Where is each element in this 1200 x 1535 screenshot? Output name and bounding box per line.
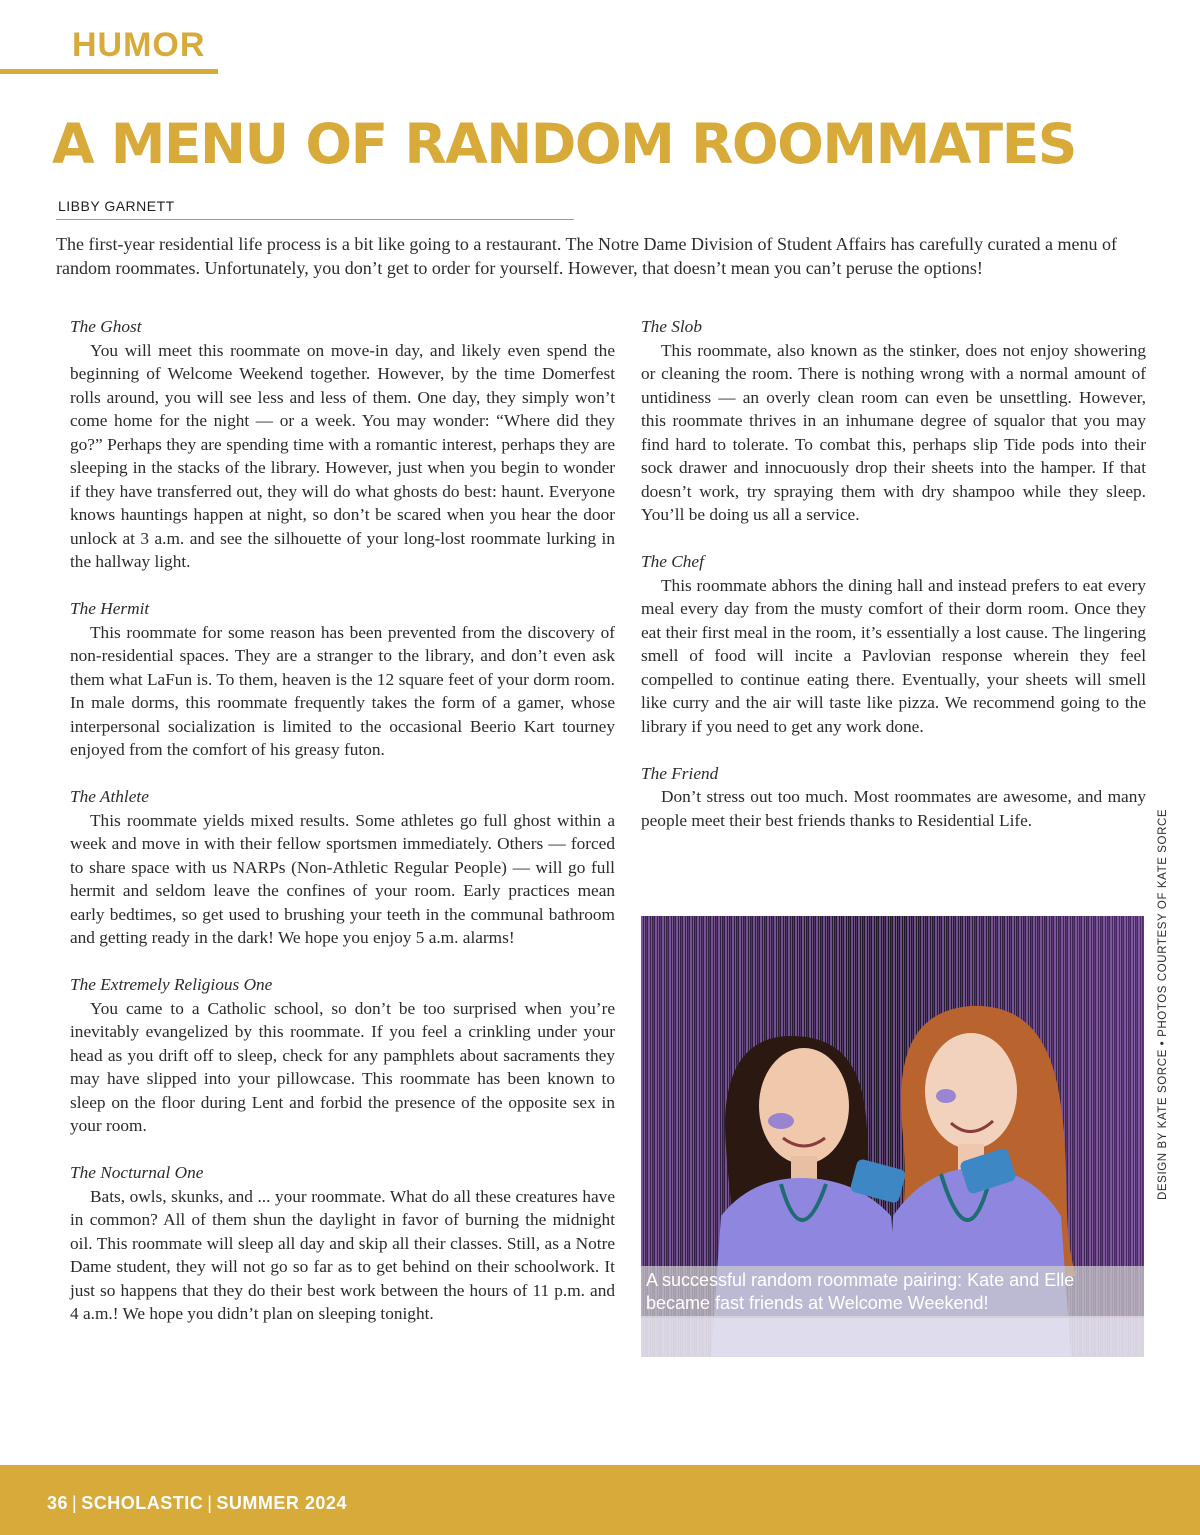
- entry-title: The Nocturnal One: [70, 1163, 204, 1182]
- footer-separator: |: [207, 1493, 213, 1513]
- entry-body: This roommate for some reason has been prevented from the discovery of non-residential spaces. They are a stranger to the library, and don’t even ask them what LaFun is. To them, heaven is the 12 square feet of your dorm room. In male dorms, this roommate frequently takes the form of a gamer, whose interpersonal socialization is limited to the occasional Beerio Kart tourney enjoyed from the comfort of his greasy futon.: [70, 622, 615, 759]
- entry-body: You came to a Catholic school, so don’t be too surprised when you’re inevitably evangelized by this roommate. If you feel a crinkling under your head as you drift off to sleep, check for any pamphlets about sacraments they may have slipped into your pillowcase. This roommate has been known to sleep on the floor during Lent and forbid the presence of the opposite sex in your room.: [70, 998, 615, 1135]
- right-column: [641, 315, 1146, 856]
- roommate-entry: [70, 1161, 615, 1326]
- entry-body: You will meet this roommate on move-in day, and likely even spend the beginning of Welcome Weekend together. However, by the time Domerfest rolls around, you will see less and less of them. One day, they simply won’t come home for the night — or a week. You may wonder: “Where did they go?” Perhaps they are spending time with a romantic interest, perhaps they are sleeping in the stacks of the library. However, just when you begin to wonder if they have transferred out, they will do what ghosts do best: haunt. Everyone knows hauntings happen at night, so don’t be scared when you hear the door unlock at 3 a.m. and see the silhouette of your long-lost roommate lurking in the hallway light.: [70, 340, 615, 571]
- footer-separator: |: [72, 1493, 78, 1513]
- entry-title: The Chef: [641, 552, 704, 571]
- entry-body: This roommate yields mixed results. Some athletes go full ghost within a week and move in with their fellow sportsmen immediately. Others — forced to share space with us NARPs (Non-Athletic Regular People) — will go full hermit and seldom leave the confines of your room. Early practices mean early bedtimes, so get used to brushing your teeth in the communal bathroom and getting ready in the dark! We hope you enjoy 5 a.m. alarms!: [70, 810, 615, 947]
- roommate-entry: [70, 597, 615, 762]
- roommate-entry: [641, 315, 1146, 527]
- design-credits: DESIGN BY KATE SORCE • PHOTOS COURTESY OF KATE SORCE: [1157, 808, 1169, 1200]
- article-intro: The first-year residential life process is a bit like going to a restaurant. The Notre Dame Division of Student Affairs has carefully curated a menu of random roommates. Unfortunately, you don’t get to order for yourself. However, that doesn’t mean you can’t peruse the options!: [56, 234, 1117, 278]
- roommate-entry: [641, 762, 1146, 833]
- entry-title: The Athlete: [70, 787, 149, 806]
- article-title: A MENU OF RANDOM ROOMMATES: [52, 112, 1076, 176]
- author-byline: LIBBY GARNETT: [58, 198, 175, 214]
- footer-text: [47, 1493, 347, 1514]
- roommate-entry: [70, 315, 615, 574]
- roommate-entry: [70, 973, 615, 1138]
- entry-body: Don’t stress out too much. Most roommates are awesome, and many people meet their best friends thanks to Residential Life.: [641, 787, 1146, 830]
- entry-title: The Friend: [641, 763, 719, 783]
- entry-body: Bats, owls, skunks, and ... your roommate. What do all these creatures have in common? All of them shun the daylight in favor of burning the midnight oil. This roommate will sleep all day and skip all their classes. Still, as a Notre Dame student, they will not go so far as to get behind on their schoolwork. It just so happens that they do their best work between the hours of 11 p.m. and 4 a.m.! We hope you didn’t plan on sleeping tonight.: [70, 1186, 615, 1323]
- roommate-entry: [70, 785, 615, 950]
- photo-caption: A successful random roommate pairing: Kate and Elle became fast friends at Welcome Weekend!: [641, 1266, 1144, 1318]
- entry-title: The Ghost: [70, 317, 142, 336]
- section-divider: [0, 69, 218, 74]
- roommate-entry: [641, 550, 1146, 738]
- section-label: HUMOR: [72, 26, 206, 64]
- roommates-photo: [641, 916, 1144, 1357]
- publication-name: SCHOLASTIC: [81, 1493, 204, 1513]
- entry-title: The Extremely Religious One: [70, 975, 273, 994]
- entry-body: This roommate, also known as the stinker, does not enjoy showering or cleaning the room. There is nothing wrong with a normal amount of untidiness — an overly clean room can even be unsettling. However, this roommate thrives in an inhumane degree of squalor that you may find hard to tolerate. To combat this, perhaps slip Tide pods into their sock drawer and innocuously drop their sheets into the hamper. If that doesn’t work, try spraying them with dry shampoo while they sleep. You’ll be doing us all a service.: [641, 340, 1146, 524]
- entry-body: This roommate abhors the dining hall and instead prefers to eat every meal every day from the musty comfort of their dorm room. Once they eat their first meal in the room, it’s essentially a lost cause. The lingering smell of food will incite a Pavlovian response wherein they feel compelled to continue eating there. Eventually, your sheets will smell like curry and the air will taste like pizza. We recommend going to the library if you need to get any work done.: [641, 575, 1146, 736]
- page-footer: [0, 1465, 1200, 1535]
- left-column: [70, 315, 615, 1349]
- issue-name: SUMMER 2024: [216, 1493, 347, 1513]
- entry-title: The Slob: [641, 317, 702, 336]
- page-number: 36: [47, 1493, 69, 1513]
- byline-divider: [56, 219, 574, 220]
- entry-title: The Hermit: [70, 599, 150, 618]
